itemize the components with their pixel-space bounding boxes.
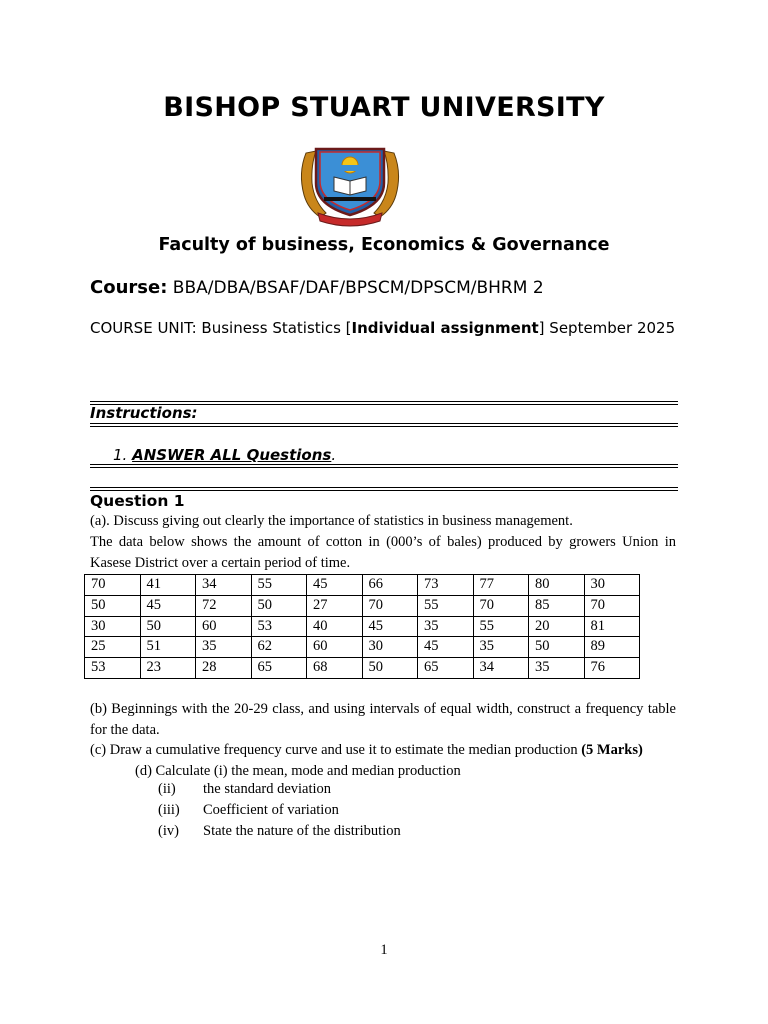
table-cell: 60 — [307, 637, 363, 658]
table-cell: 62 — [251, 637, 307, 658]
table-cell: 81 — [584, 616, 640, 637]
table-cell: 77 — [473, 575, 529, 596]
divider-line — [90, 467, 678, 468]
table-cell: 70 — [362, 595, 418, 616]
table-cell: 70 — [584, 595, 640, 616]
table-cell: 50 — [251, 595, 307, 616]
sub-item-number: (ii) — [158, 781, 176, 797]
course-value: BBA/DBA/BSAF/DAF/BPSCM/DPSCM/BHRM 2 — [167, 278, 544, 298]
table-cell: 35 — [529, 658, 585, 679]
instruction-end: . — [331, 446, 337, 464]
divider-line — [90, 490, 678, 491]
divider-line — [90, 401, 678, 402]
table-cell: 53 — [251, 616, 307, 637]
table-row — [85, 575, 640, 596]
table-cell: 45 — [140, 595, 196, 616]
instruction-number: 1. — [113, 446, 128, 464]
course-unit-line — [90, 318, 680, 339]
page-number: 1 — [380, 942, 388, 958]
table-cell: 76 — [584, 658, 640, 679]
faculty-heading: Faculty of business, Economics & Governance — [158, 235, 610, 255]
table-cell: 66 — [362, 575, 418, 596]
table-cell: 45 — [307, 575, 363, 596]
cotton-data-table — [84, 574, 640, 679]
question-1-heading: Question 1 — [90, 492, 185, 510]
table-cell: 50 — [362, 658, 418, 679]
table-cell: 28 — [196, 658, 252, 679]
table-cell: 60 — [196, 616, 252, 637]
university-title: BISHOP STUART UNIVERSITY — [163, 92, 605, 123]
table-cell: 65 — [251, 658, 307, 679]
table-cell: 53 — [85, 658, 141, 679]
table-cell: 50 — [85, 595, 141, 616]
table-cell: 80 — [529, 575, 585, 596]
instruction-text: ANSWER ALL Questions — [132, 446, 332, 464]
instructions-heading: Instructions: — [90, 404, 198, 422]
table-cell: 73 — [418, 575, 474, 596]
table-cell: 65 — [418, 658, 474, 679]
table-cell: 30 — [85, 616, 141, 637]
table-cell: 55 — [251, 575, 307, 596]
table-cell: 50 — [140, 616, 196, 637]
table-row — [85, 616, 640, 637]
divider-line — [90, 487, 678, 488]
course-unit-prefix: COURSE UNIT: Business Statistics [ — [90, 319, 352, 337]
instruction-item — [113, 446, 336, 464]
table-cell: 35 — [473, 637, 529, 658]
sub-item-number: (iii) — [158, 802, 180, 818]
table-cell: 40 — [307, 616, 363, 637]
sub-item-text: Coefficient of variation — [203, 802, 339, 818]
divider-line — [90, 464, 678, 465]
part-c-marks: (5 Marks) — [581, 742, 643, 758]
table-cell: 23 — [140, 658, 196, 679]
table-cell: 20 — [529, 616, 585, 637]
table-cell: 35 — [196, 637, 252, 658]
table-cell: 35 — [418, 616, 474, 637]
course-unit-assignment-type: Individual assignment — [351, 319, 539, 337]
table-cell: 70 — [473, 595, 529, 616]
table-cell: 25 — [85, 637, 141, 658]
table-cell: 27 — [307, 595, 363, 616]
table-cell: 68 — [307, 658, 363, 679]
course-line — [90, 277, 544, 298]
table-cell: 70 — [85, 575, 141, 596]
table-cell: 85 — [529, 595, 585, 616]
question-1-part-d: (d) Calculate (i) the mean, mode and median production — [135, 763, 461, 779]
table-cell: 34 — [473, 658, 529, 679]
table-cell: 72 — [196, 595, 252, 616]
table-cell: 34 — [196, 575, 252, 596]
part-c-text: (c) Draw a cumulative frequency curve and use it to estimate the median production — [90, 742, 582, 758]
table-cell: 41 — [140, 575, 196, 596]
divider-line — [90, 423, 678, 424]
table-cell: 45 — [362, 616, 418, 637]
course-label: Course: — [90, 277, 168, 298]
table-cell: 30 — [362, 637, 418, 658]
question-1-intro: The data below shows the amount of cotton in (000’s of bales) produced by growers Union in Kasese District over a certain period of time. — [90, 534, 676, 571]
question-1-part-a: (a). Discuss giving out clearly the importance of statistics in business management. — [90, 513, 573, 529]
table-cell: 50 — [529, 637, 585, 658]
table-row — [85, 637, 640, 658]
sub-item-text: State the nature of the distribution — [203, 823, 401, 839]
table-row — [85, 658, 640, 679]
divider-line — [90, 426, 678, 427]
sub-item-number: (iv) — [158, 823, 179, 839]
university-crest-logo — [296, 143, 404, 227]
table-cell: 89 — [584, 637, 640, 658]
sub-item-text: the standard deviation — [203, 781, 332, 797]
table-cell: 51 — [140, 637, 196, 658]
question-1-part-c — [90, 740, 676, 761]
table-cell: 45 — [418, 637, 474, 658]
question-1-part-b: (b) Beginnings with the 20-29 class, and using intervals of equal width, construct a frequency table for the data. — [90, 701, 676, 738]
table-cell: 55 — [418, 595, 474, 616]
course-unit-suffix: ] September 2025 — [538, 319, 676, 337]
table-row — [85, 595, 640, 616]
table-cell: 55 — [473, 616, 529, 637]
table-cell: 30 — [584, 575, 640, 596]
